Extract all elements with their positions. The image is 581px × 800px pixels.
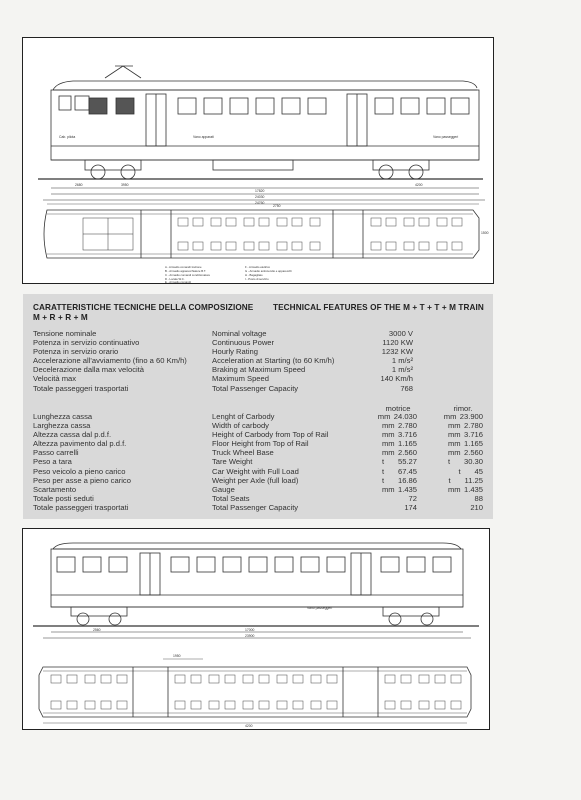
dim-1: 17000 [245, 628, 255, 632]
trailer-value: 1.435 [463, 484, 483, 494]
spec-label-it: Decelerazione dalla max velocità [33, 365, 145, 375]
title-english: TECHNICAL FEATURES OF THE M + T + T + M TRAIN [273, 303, 484, 312]
spec-value: 1 m/s² [391, 365, 413, 375]
spec-label-en: Width of carbody [212, 421, 269, 431]
trailer-value: 88 [474, 493, 483, 503]
motor-car-values [377, 412, 417, 512]
dim-5: 4200 [245, 724, 253, 728]
spec-value: 1232 KW [381, 347, 413, 357]
spec-label-it: Totale passeggeri trasportati [33, 383, 129, 393]
dim-7: 2750 [273, 204, 281, 208]
unit: mm [447, 448, 461, 458]
unit: mm [447, 430, 461, 440]
motor-value: 55.27 [397, 457, 417, 467]
trailer-value: 3.716 [463, 430, 483, 440]
general-specs-values [353, 329, 413, 393]
spec-label-it: Larghezza cassa [33, 421, 91, 431]
spec-label-it: Lunghezza cassa [33, 412, 93, 421]
general-specs-italian [33, 329, 187, 393]
spec-label-it: Potenza in servizio orario [33, 347, 119, 357]
col-head-motor: motrice [385, 404, 411, 413]
spec-label-en: Height of Carbody from Top of Rail [212, 430, 329, 440]
spec-label-it: Peso a tara [33, 457, 72, 467]
legend-item: A - Armadio comandi trazione [165, 265, 202, 269]
spec-value: 3000 V [388, 329, 413, 338]
trailer-value: 2.780 [463, 421, 483, 431]
legend-item: E - Armadio comandi [165, 280, 191, 283]
trailer-value: 30.30 [463, 457, 483, 467]
spec-label-it: Velocità max [33, 374, 77, 384]
legend-item: C - Armadio comandi condizionatore [165, 273, 211, 277]
spec-label-it: Potenza in servizio continuativo [33, 338, 140, 348]
spec-label-it: Totale passeggeri trasportati [33, 502, 129, 512]
unit: mm [381, 421, 395, 431]
legend-item: H - Bagagliaio [245, 273, 263, 277]
unit: t [448, 475, 451, 485]
vehicle-specs-italian [33, 412, 131, 512]
motor-value: 2.560 [397, 448, 417, 458]
motor-value: 3.716 [397, 430, 417, 440]
motor-value: 174 [404, 502, 417, 512]
spec-label-it: Peso per asse a pieno carico [33, 475, 131, 485]
spec-label-it: Passo carrelli [33, 448, 79, 458]
motor-car-drawing-svg [23, 38, 493, 283]
spec-value: 140 Km/h [380, 374, 413, 384]
motor-value: 72 [408, 493, 417, 503]
trailer-car-values [441, 412, 483, 512]
unit: mm [381, 448, 395, 458]
motor-value: 1.435 [397, 484, 417, 494]
spec-label-it: Altezza pavimento dal p.d.f. [33, 439, 127, 449]
spec-label-en: Total Seats [212, 493, 250, 503]
unit: mm [447, 421, 461, 431]
spec-value: 768 [400, 383, 413, 393]
unit: t [447, 457, 451, 467]
motor-value: 67.45 [397, 466, 417, 476]
legend-item: I - Posto di servizio [245, 277, 269, 281]
title-italian: CARATTERISTICHE TECNICHE DELLA COMPOSIZIONE [33, 303, 254, 312]
trailer-value: 45 [474, 466, 483, 476]
spec-label-it: Accelerazione all'avviamento (fino a 60 Km/h) [33, 356, 187, 366]
spec-label-it: Totale posti seduti [33, 493, 94, 503]
dim-3: 23900 [245, 634, 255, 638]
spec-label-en: Hourly Rating [212, 347, 259, 357]
motor-car-drawing [22, 37, 494, 284]
spec-label-en: Total Passenger Capacity [212, 502, 299, 512]
spec-label-en: Gauge [212, 484, 235, 494]
legend-item: G - Armadio antincendio e apparecchi [245, 269, 292, 273]
spec-label-it: Tensione nominale [33, 329, 97, 338]
legend-item: F - Armadio elettrico [245, 265, 271, 269]
dim-1: 2680 [75, 183, 83, 187]
unit: t [381, 475, 385, 485]
general-specs-english [212, 329, 334, 393]
spec-label-en: Maximum Speed [212, 374, 269, 384]
spec-label-it: Scartamento [33, 484, 77, 494]
dim-8: 1500 [481, 231, 489, 235]
col-head-trailer: rimor. [453, 404, 473, 413]
unit: mm [443, 412, 457, 421]
dim-2: 2560 [93, 628, 101, 632]
cab-label: Cab. pilota [59, 135, 76, 139]
title-italian-line2: M + R + R + M [33, 313, 88, 322]
unit: mm [381, 439, 395, 449]
dim-4: 24030 [255, 195, 265, 199]
motor-value: 2.780 [397, 421, 417, 431]
spec-value: 1 m/s² [391, 356, 413, 366]
trailer-value: 23.900 [459, 412, 483, 421]
unit: mm [377, 412, 391, 421]
spec-value: 1120 KW [382, 338, 413, 348]
unit: t [458, 466, 461, 476]
dim-4: 1950 [173, 654, 181, 658]
spec-label-en: Continuous Power [212, 338, 275, 348]
spec-label-en: Car Weight with Full Load [212, 466, 299, 476]
dim-5: 24760 [255, 201, 265, 205]
compartment-label: Vano apparati [193, 135, 214, 139]
spec-label-it: Altezza cassa dal p.d.f. [33, 430, 112, 440]
unit: t [381, 466, 385, 476]
spec-label-en: Nominal voltage [212, 329, 267, 338]
motor-value: 16.86 [397, 475, 417, 485]
trailer-value: 1.165 [463, 439, 483, 449]
unit: mm [381, 430, 395, 440]
unit: mm [447, 484, 461, 494]
dim-6: 4200 [415, 183, 423, 187]
motor-value: 1.165 [397, 439, 417, 449]
legend-item: B - Armadio apparecchiature B.T. [165, 269, 207, 273]
motor-value: 24.030 [393, 412, 417, 421]
trailer-value: 210 [470, 502, 483, 512]
passenger-area-label: Vano passeggeri [307, 606, 333, 610]
spec-label-en: Tare Weight [212, 457, 253, 467]
vehicle-specs-english [212, 412, 328, 512]
spec-label-en: Truck Wheel Base [212, 448, 274, 458]
spec-label-en: Acceleration at Starting (to 60 Km/h) [212, 356, 335, 366]
unit: mm [381, 484, 395, 494]
trailer-value: 11.25 [464, 475, 483, 485]
legend-item: D - Locale W.C. [165, 277, 185, 281]
spec-label-it: Peso veicolo a pieno carico [33, 466, 126, 476]
dim-3: 17820 [255, 189, 265, 193]
dim-2: 3950 [121, 183, 129, 187]
trailer-value: 2.560 [463, 448, 483, 458]
trailer-car-drawing-svg [23, 529, 489, 729]
spec-label-en: Braking at Maximum Speed [212, 365, 306, 375]
spec-label-en: Weight per Axle (full load) [212, 475, 299, 485]
technical-features-table [23, 294, 493, 519]
spec-label-en: Total Passenger Capacity [212, 383, 299, 393]
trailer-car-drawing [22, 528, 490, 730]
spec-label-en: Floor Height from Top of Rail [212, 439, 309, 449]
unit: t [381, 457, 385, 467]
unit: mm [447, 439, 461, 449]
passenger-area-label: Vano passeggeri [433, 135, 459, 139]
spec-label-en: Lenght of Carbody [212, 412, 275, 421]
